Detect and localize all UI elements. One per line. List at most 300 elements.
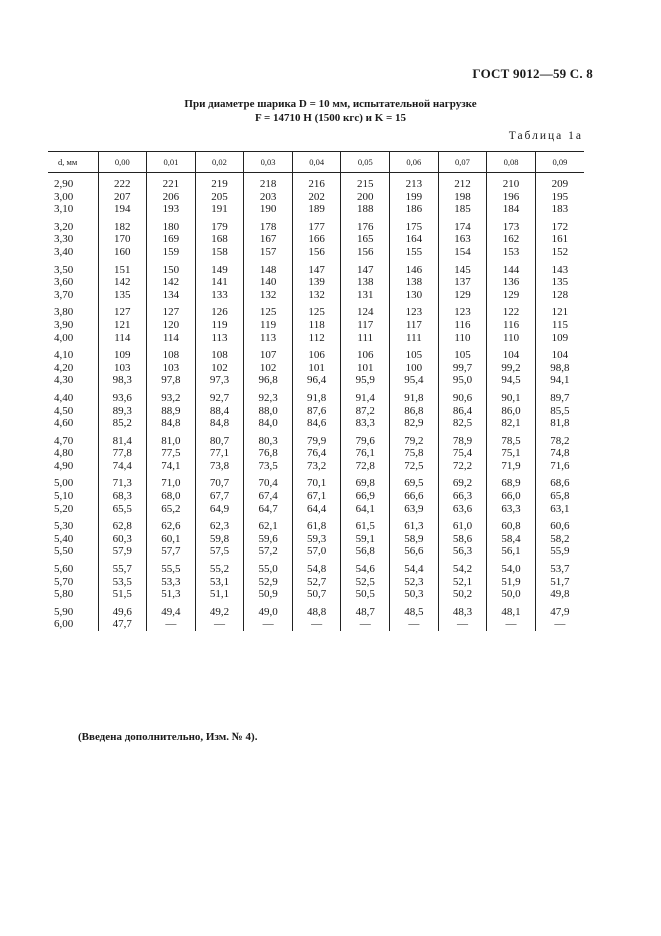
diameter-cell: 3,50 (54, 263, 74, 276)
hardness-value-cell: 65,8 (535, 490, 584, 503)
hardness-value-cell: 69,5 (390, 472, 439, 490)
hardness-value-cell: 94,5 (487, 374, 536, 387)
table-row (48, 289, 584, 302)
hardness-value-cell: 64,9 (195, 503, 244, 516)
hardness-value-cell: 79,6 (341, 430, 390, 448)
table-row (48, 447, 584, 460)
hardness-value-cell: 76,8 (244, 447, 293, 460)
hardness-value-cell: 67,7 (195, 490, 244, 503)
diameter-cell: 4,50 (54, 404, 74, 417)
hardness-value-cell: 120 (147, 319, 196, 332)
hardness-value-cell: 97,3 (195, 374, 244, 387)
diameter-cell: 3,40 (54, 245, 74, 258)
hardness-value-cell: 72,2 (438, 460, 487, 473)
hardness-value-cell: 59,1 (341, 533, 390, 546)
hardness-value-cell: 71,9 (487, 460, 536, 473)
hardness-value-cell: 58,9 (390, 533, 439, 546)
hardness-value-cell: — (244, 618, 293, 631)
hardness-value-cell: 84,0 (244, 417, 293, 430)
diameter-cell: 2,90 (54, 178, 74, 190)
hardness-table (48, 151, 584, 631)
hardness-value-cell: 102 (244, 362, 293, 375)
hardness-value-cell: 176 (341, 216, 390, 234)
page-header-code: ГОСТ 9012—59 С. 8 (472, 66, 593, 81)
hardness-value-cell: 49,6 (98, 601, 147, 619)
hardness-value-cell: 90,1 (487, 387, 536, 405)
hardness-value-cell: 68,3 (98, 490, 147, 503)
hardness-value-cell: 98,3 (98, 374, 147, 387)
hardness-value-cell: 59,3 (292, 533, 341, 546)
hardness-value-cell: 106 (292, 344, 341, 362)
column-header-2: 0,02 (195, 152, 244, 173)
hardness-value-cell: 135 (535, 276, 584, 289)
table-row (48, 332, 584, 345)
hardness-value-cell: 62,1 (244, 515, 293, 533)
hardness-value-cell: 113 (195, 332, 244, 345)
table-header-row (48, 152, 584, 173)
hardness-value-cell: 142 (147, 276, 196, 289)
hardness-value-cell: 63,3 (487, 503, 536, 516)
diameter-cell: 3,80 (54, 306, 74, 319)
hardness-value-cell: 74,4 (98, 460, 147, 473)
hardness-value-cell: 170 (98, 233, 147, 246)
hardness-value-cell: 172 (535, 216, 584, 234)
hardness-value-cell: 87,2 (341, 405, 390, 418)
table-row-group (48, 259, 584, 302)
hardness-value-cell: 99,2 (487, 362, 536, 375)
hardness-value-cell: 212 (438, 173, 487, 191)
hardness-value-cell: 104 (487, 344, 536, 362)
diameter-cell: 5,60 (54, 563, 74, 576)
hardness-value-cell: 61,0 (438, 515, 487, 533)
hardness-value-cell: 50,2 (438, 588, 487, 601)
hardness-value-cell: 84,8 (147, 417, 196, 430)
hardness-value-cell: 84,8 (195, 417, 244, 430)
hardness-value-cell: 91,4 (341, 387, 390, 405)
hardness-value-cell: 76,4 (292, 447, 341, 460)
diameter-cell: 5,40 (54, 532, 74, 545)
hardness-value-cell: 80,3 (244, 430, 293, 448)
diameter-cell: 3,20 (54, 220, 74, 233)
hardness-value-cell: 127 (147, 301, 196, 319)
hardness-value-cell: 109 (535, 332, 584, 345)
table-row (48, 216, 584, 234)
table-row-group (48, 601, 584, 631)
amendment-note: (Введена дополнительно, Изм. № 4). (78, 731, 258, 743)
hardness-value-cell: 158 (195, 246, 244, 259)
hardness-value-cell: 57,2 (244, 545, 293, 558)
hardness-value-cell: 54,8 (292, 558, 341, 576)
hardness-value-cell: 47,7 (98, 618, 147, 631)
hardness-table-container (48, 151, 584, 631)
hardness-value-cell: 74,1 (147, 460, 196, 473)
hardness-value-cell: 53,7 (535, 558, 584, 576)
hardness-value-cell: 191 (195, 203, 244, 216)
column-header-1: 0,01 (147, 152, 196, 173)
hardness-value-cell: 202 (292, 191, 341, 204)
hardness-value-cell: 79,2 (390, 430, 439, 448)
hardness-value-cell: 55,0 (244, 558, 293, 576)
hardness-value-cell: 50,7 (292, 588, 341, 601)
hardness-value-cell: 95,9 (341, 374, 390, 387)
diameter-cell: 4,00 (54, 331, 74, 344)
hardness-value-cell: 88,4 (195, 405, 244, 418)
diameter-cell: 4,70 (54, 434, 74, 447)
hardness-value-cell: 117 (341, 319, 390, 332)
hardness-value-cell: 53,3 (147, 576, 196, 589)
hardness-value-cell: 203 (244, 191, 293, 204)
hardness-value-cell: 59,6 (244, 533, 293, 546)
table-row-group (48, 430, 584, 473)
hardness-value-cell: 137 (438, 276, 487, 289)
hardness-value-cell: 136 (487, 276, 536, 289)
hardness-value-cell: — (390, 618, 439, 631)
hardness-value-cell: 177 (292, 216, 341, 234)
table-row (48, 344, 584, 362)
hardness-value-cell: 53,1 (195, 576, 244, 589)
hardness-value-cell: 71,6 (535, 460, 584, 473)
hardness-value-cell: 104 (535, 344, 584, 362)
hardness-value-cell: 175 (390, 216, 439, 234)
hardness-value-cell: 190 (244, 203, 293, 216)
hardness-value-cell: 115 (535, 319, 584, 332)
hardness-value-cell: 56,3 (438, 545, 487, 558)
hardness-value-cell: 113 (244, 332, 293, 345)
hardness-value-cell: 73,2 (292, 460, 341, 473)
hardness-value-cell: 51,5 (98, 588, 147, 601)
column-header-4: 0,04 (292, 152, 341, 173)
hardness-value-cell: 55,2 (195, 558, 244, 576)
hardness-value-cell: 138 (341, 276, 390, 289)
hardness-value-cell: 62,3 (195, 515, 244, 533)
hardness-value-cell: 91,8 (292, 387, 341, 405)
hardness-value-cell: 49,8 (535, 588, 584, 601)
hardness-value-cell: 78,9 (438, 430, 487, 448)
diameter-cell: 5,70 (54, 575, 74, 588)
hardness-value-cell: 109 (98, 344, 147, 362)
hardness-value-cell: 174 (438, 216, 487, 234)
hardness-value-cell: 129 (438, 289, 487, 302)
table-row-group (48, 344, 584, 387)
hardness-value-cell: 199 (390, 191, 439, 204)
hardness-value-cell: 162 (487, 233, 536, 246)
table-row (48, 430, 584, 448)
hardness-value-cell: 79,9 (292, 430, 341, 448)
hardness-value-cell: 72,5 (390, 460, 439, 473)
hardness-value-cell: 157 (244, 246, 293, 259)
table-row (48, 203, 584, 216)
hardness-value-cell: 138 (390, 276, 439, 289)
hardness-value-cell: 48,7 (341, 601, 390, 619)
hardness-value-cell: 102 (195, 362, 244, 375)
hardness-value-cell: 118 (292, 319, 341, 332)
hardness-value-cell: 52,5 (341, 576, 390, 589)
hardness-value-cell: 121 (98, 319, 147, 332)
hardness-value-cell: 86,4 (438, 405, 487, 418)
hardness-value-cell: 110 (438, 332, 487, 345)
diameter-cell: 4,10 (54, 349, 74, 362)
caption-line-2: F = 14710 Н (1500 кгс) и K = 15 (254, 112, 407, 124)
hardness-value-cell: 57,5 (195, 545, 244, 558)
column-header-7: 0,07 (438, 152, 487, 173)
hardness-value-cell: 63,6 (438, 503, 487, 516)
hardness-value-cell: 67,1 (292, 490, 341, 503)
hardness-value-cell: 125 (244, 301, 293, 319)
hardness-value-cell: 65,2 (147, 503, 196, 516)
hardness-value-cell: 51,1 (195, 588, 244, 601)
hardness-value-cell: 99,7 (438, 362, 487, 375)
hardness-value-cell: 77,5 (147, 447, 196, 460)
column-header-5: 0,05 (341, 152, 390, 173)
hardness-value-cell: 48,8 (292, 601, 341, 619)
hardness-value-cell: 81,8 (535, 417, 584, 430)
diameter-cell: 5,00 (54, 477, 74, 490)
hardness-value-cell: 105 (438, 344, 487, 362)
hardness-value-cell: 70,7 (195, 472, 244, 490)
hardness-value-cell: 54,0 (487, 558, 536, 576)
hardness-value-cell: 69,2 (438, 472, 487, 490)
hardness-value-cell: 54,2 (438, 558, 487, 576)
hardness-value-cell: 144 (487, 259, 536, 277)
hardness-value-cell: 59,8 (195, 533, 244, 546)
table-row (48, 319, 584, 332)
hardness-value-cell: 64,1 (341, 503, 390, 516)
hardness-value-cell: 65,5 (98, 503, 147, 516)
hardness-value-cell: 66,9 (341, 490, 390, 503)
hardness-value-cell: 178 (244, 216, 293, 234)
hardness-value-cell: 64,4 (292, 503, 341, 516)
column-header-3: 0,03 (244, 152, 293, 173)
hardness-value-cell: 88,9 (147, 405, 196, 418)
hardness-value-cell: 146 (390, 259, 439, 277)
hardness-value-cell: 206 (147, 191, 196, 204)
hardness-value-cell: 135 (98, 289, 147, 302)
hardness-value-cell: 123 (390, 301, 439, 319)
diameter-cell: 3,00 (54, 190, 74, 203)
column-header-9: 0,09 (535, 152, 584, 173)
hardness-value-cell: 93,6 (98, 387, 147, 405)
hardness-value-cell: 111 (390, 332, 439, 345)
table-row-group (48, 558, 584, 601)
hardness-value-cell: 52,9 (244, 576, 293, 589)
table-row (48, 601, 584, 619)
table-caption (0, 97, 661, 125)
table-row (48, 405, 584, 418)
table-row (48, 374, 584, 387)
table-row (48, 233, 584, 246)
diameter-cell: 6,00 (54, 618, 74, 631)
diameter-cell: 5,80 (54, 588, 74, 601)
hardness-value-cell: 56,1 (487, 545, 536, 558)
hardness-value-cell: 114 (98, 332, 147, 345)
hardness-value-cell: 101 (341, 362, 390, 375)
diameter-cell: 4,40 (54, 391, 74, 404)
hardness-value-cell: 133 (195, 289, 244, 302)
diameter-cell: 4,60 (54, 417, 74, 430)
hardness-value-cell: 107 (244, 344, 293, 362)
hardness-value-cell: 70,1 (292, 472, 341, 490)
hardness-value-cell: 55,9 (535, 545, 584, 558)
hardness-value-cell: 64,7 (244, 503, 293, 516)
hardness-value-cell: 54,6 (341, 558, 390, 576)
hardness-value-cell: 89,3 (98, 405, 147, 418)
hardness-value-cell: 75,8 (390, 447, 439, 460)
hardness-value-cell: 50,3 (390, 588, 439, 601)
table-row-group (48, 387, 584, 430)
hardness-value-cell: 85,2 (98, 417, 147, 430)
hardness-value-cell: 67,4 (244, 490, 293, 503)
table-row (48, 515, 584, 533)
hardness-value-cell: 101 (292, 362, 341, 375)
hardness-value-cell: 75,4 (438, 447, 487, 460)
hardness-value-cell: 186 (390, 203, 439, 216)
hardness-value-cell: 150 (147, 259, 196, 277)
hardness-value-cell: 83,3 (341, 417, 390, 430)
hardness-value-cell: 75,1 (487, 447, 536, 460)
hardness-value-cell: 142 (98, 276, 147, 289)
hardness-value-cell: 66,6 (390, 490, 439, 503)
table-row-group (48, 216, 584, 259)
hardness-value-cell: 61,8 (292, 515, 341, 533)
hardness-value-cell: 78,5 (487, 430, 536, 448)
hardness-value-cell: 119 (195, 319, 244, 332)
hardness-value-cell: 48,1 (487, 601, 536, 619)
hardness-value-cell: 61,5 (341, 515, 390, 533)
hardness-value-cell: 140 (244, 276, 293, 289)
hardness-value-cell: 54,4 (390, 558, 439, 576)
hardness-value-cell: 48,3 (438, 601, 487, 619)
table-row (48, 276, 584, 289)
hardness-value-cell: 132 (244, 289, 293, 302)
hardness-value-cell: 89,7 (535, 387, 584, 405)
hardness-value-cell: 193 (147, 203, 196, 216)
hardness-value-cell: 112 (292, 332, 341, 345)
caption-line-1: При диаметре шарика D = 10 мм, испытательной нагрузке (184, 98, 477, 110)
hardness-value-cell: 84,6 (292, 417, 341, 430)
hardness-value-cell: 53,5 (98, 576, 147, 589)
hardness-value-cell: 134 (147, 289, 196, 302)
hardness-value-cell: 74,8 (535, 447, 584, 460)
hardness-value-cell: 207 (98, 191, 147, 204)
hardness-value-cell: 82,1 (487, 417, 536, 430)
hardness-value-cell: 92,3 (244, 387, 293, 405)
diameter-cell: 5,10 (54, 490, 74, 503)
hardness-value-cell: 182 (98, 216, 147, 234)
hardness-value-cell: 52,7 (292, 576, 341, 589)
hardness-value-cell: 63,9 (390, 503, 439, 516)
hardness-value-cell: 196 (487, 191, 536, 204)
hardness-value-cell: 63,1 (535, 503, 584, 516)
hardness-value-cell: 93,2 (147, 387, 196, 405)
hardness-value-cell: 78,2 (535, 430, 584, 448)
hardness-value-cell: 159 (147, 246, 196, 259)
hardness-value-cell: 48,5 (390, 601, 439, 619)
hardness-value-cell: 216 (292, 173, 341, 191)
hardness-value-cell: 86,0 (487, 405, 536, 418)
table-row (48, 362, 584, 375)
hardness-value-cell: 76,1 (341, 447, 390, 460)
diameter-cell: 3,60 (54, 276, 74, 289)
table-row-group (48, 301, 584, 344)
diameter-cell: 5,90 (54, 605, 74, 618)
hardness-value-cell: 98,8 (535, 362, 584, 375)
hardness-value-cell: 184 (487, 203, 536, 216)
table-row (48, 588, 584, 601)
diameter-cell: 3,90 (54, 318, 74, 331)
hardness-value-cell: 179 (195, 216, 244, 234)
table-row (48, 545, 584, 558)
hardness-value-cell: 87,6 (292, 405, 341, 418)
table-row (48, 490, 584, 503)
table-row (48, 246, 584, 259)
hardness-value-cell: 51,9 (487, 576, 536, 589)
hardness-value-cell: 209 (535, 173, 584, 191)
table-row (48, 417, 584, 430)
hardness-value-cell: 88,0 (244, 405, 293, 418)
hardness-value-cell: 49,0 (244, 601, 293, 619)
hardness-value-cell: 94,1 (535, 374, 584, 387)
hardness-value-cell: 58,6 (438, 533, 487, 546)
hardness-value-cell: 183 (535, 203, 584, 216)
hardness-value-cell: 57,0 (292, 545, 341, 558)
hardness-value-cell: 50,9 (244, 588, 293, 601)
hardness-value-cell: 166 (292, 233, 341, 246)
hardness-value-cell: 165 (341, 233, 390, 246)
column-header-6: 0,06 (390, 152, 439, 173)
table-row (48, 618, 584, 631)
hardness-value-cell: 111 (341, 332, 390, 345)
hardness-value-cell: 124 (341, 301, 390, 319)
hardness-value-cell: 168 (195, 233, 244, 246)
hardness-value-cell: 81,0 (147, 430, 196, 448)
hardness-value-cell: — (487, 618, 536, 631)
hardness-value-cell: 91,8 (390, 387, 439, 405)
column-header-0: 0,00 (98, 152, 147, 173)
hardness-value-cell: 58,2 (535, 533, 584, 546)
diameter-cell: 5,30 (54, 520, 74, 533)
hardness-value-cell: 213 (390, 173, 439, 191)
hardness-value-cell: 139 (292, 276, 341, 289)
hardness-value-cell: — (195, 618, 244, 631)
hardness-value-cell: 195 (535, 191, 584, 204)
hardness-value-cell: 110 (487, 332, 536, 345)
hardness-value-cell: — (341, 618, 390, 631)
hardness-value-cell: 222 (98, 173, 147, 191)
table-row (48, 301, 584, 319)
hardness-value-cell: 198 (438, 191, 487, 204)
hardness-value-cell: 160 (98, 246, 147, 259)
hardness-value-cell: 200 (341, 191, 390, 204)
hardness-value-cell: 116 (438, 319, 487, 332)
hardness-value-cell: 155 (390, 246, 439, 259)
hardness-value-cell: 180 (147, 216, 196, 234)
hardness-value-cell: 66,3 (438, 490, 487, 503)
hardness-value-cell: 58,4 (487, 533, 536, 546)
diameter-cell: 4,30 (54, 374, 74, 387)
hardness-value-cell: 121 (535, 301, 584, 319)
hardness-value-cell: 145 (438, 259, 487, 277)
hardness-value-cell: 173 (487, 216, 536, 234)
hardness-value-cell: 152 (535, 246, 584, 259)
hardness-value-cell: 127 (98, 301, 147, 319)
hardness-value-cell: 60,1 (147, 533, 196, 546)
hardness-value-cell: 80,7 (195, 430, 244, 448)
hardness-value-cell: 103 (147, 362, 196, 375)
table-row (48, 558, 584, 576)
hardness-value-cell: 56,8 (341, 545, 390, 558)
hardness-value-cell: 125 (292, 301, 341, 319)
hardness-value-cell: 205 (195, 191, 244, 204)
